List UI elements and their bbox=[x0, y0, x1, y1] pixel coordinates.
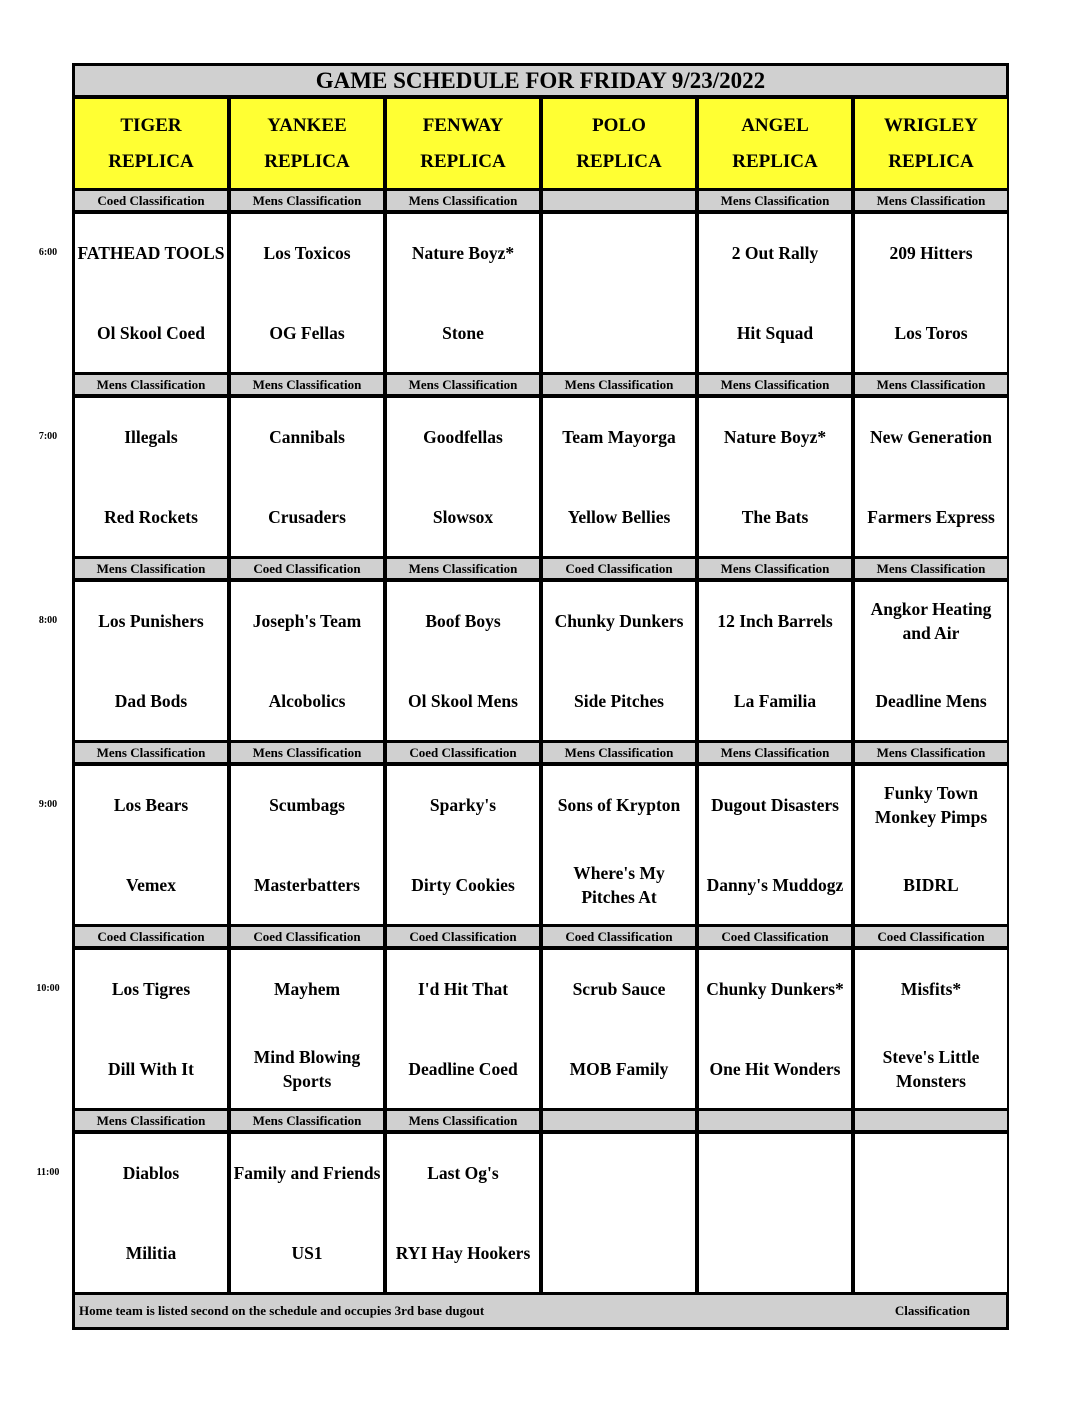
away-team bbox=[543, 214, 695, 294]
game-cell bbox=[699, 398, 851, 556]
home-team bbox=[543, 1214, 695, 1294]
away-team bbox=[543, 1134, 695, 1214]
game-cell bbox=[543, 766, 695, 924]
time-label: 6:00 bbox=[38, 247, 58, 258]
away-team: Scumbags bbox=[269, 795, 345, 816]
classification-label: Coed Classification bbox=[543, 559, 695, 578]
away-team: New Generation bbox=[870, 427, 992, 448]
game-cell bbox=[855, 214, 1007, 372]
classification-label: Mens Classification bbox=[387, 559, 539, 578]
home-team: Red Rockets bbox=[104, 507, 198, 528]
game-cell bbox=[387, 398, 539, 556]
field-header bbox=[231, 99, 383, 188]
game-cell bbox=[75, 398, 227, 556]
game-cell bbox=[699, 214, 851, 372]
classification-label bbox=[543, 191, 695, 210]
home-team bbox=[699, 1214, 851, 1294]
classification-label: Mens Classification bbox=[75, 375, 227, 394]
game-cell bbox=[699, 766, 851, 924]
away-team: Nature Boyz* bbox=[411, 243, 515, 264]
game-cell bbox=[387, 766, 539, 924]
away-team bbox=[699, 1134, 851, 1214]
game-cell bbox=[543, 950, 695, 1108]
game-cell bbox=[231, 214, 383, 372]
game-cell bbox=[387, 214, 539, 372]
classification-label: Mens Classification bbox=[699, 191, 851, 210]
field-name: POLO bbox=[592, 115, 646, 136]
away-team: Joseph's Team bbox=[252, 611, 362, 632]
classification-label: Coed Classification bbox=[699, 927, 851, 946]
field-header bbox=[699, 99, 851, 188]
classification-label: Coed Classification bbox=[75, 191, 227, 210]
home-team: Dirty Cookies bbox=[411, 875, 515, 896]
classification-label: Mens Classification bbox=[855, 375, 1007, 394]
home-team: Where's My Pitches At bbox=[573, 863, 665, 907]
classification-label: Mens Classification bbox=[231, 1111, 383, 1130]
game-cell bbox=[855, 1134, 1007, 1292]
game-cell bbox=[543, 582, 695, 740]
field-header bbox=[75, 99, 227, 188]
home-team bbox=[543, 294, 695, 374]
game-cell bbox=[231, 582, 383, 740]
away-team: Scrub Sauce bbox=[572, 979, 666, 1000]
home-team: Yellow Bellies bbox=[567, 507, 671, 528]
field-header bbox=[855, 99, 1007, 188]
game-cell bbox=[543, 214, 695, 372]
time-label: 10:00 bbox=[36, 983, 60, 994]
home-team: Deadline Coed bbox=[408, 1059, 518, 1080]
classification-label: Mens Classification bbox=[231, 191, 383, 210]
away-team: Last Og's bbox=[427, 1163, 499, 1184]
game-cell bbox=[75, 582, 227, 740]
classification-label: Mens Classification bbox=[387, 1111, 539, 1130]
home-team: Steve's Little Monsters bbox=[882, 1047, 980, 1091]
home-team: Los Toros bbox=[894, 323, 968, 344]
home-team: Stone bbox=[442, 323, 484, 344]
away-team: Family and Friends bbox=[233, 1163, 381, 1184]
game-cell bbox=[387, 1134, 539, 1292]
classification-label: Mens Classification bbox=[699, 559, 851, 578]
field-type: REPLICA bbox=[732, 151, 818, 172]
game-cell bbox=[543, 1134, 695, 1292]
game-cell bbox=[699, 582, 851, 740]
schedule-table bbox=[72, 63, 1009, 1330]
field-type: REPLICA bbox=[108, 151, 194, 172]
game-cell bbox=[75, 766, 227, 924]
field-name: YANKEE bbox=[267, 115, 347, 136]
home-team: Crusaders bbox=[268, 507, 346, 528]
away-team: Illegals bbox=[124, 427, 178, 448]
game-cell bbox=[75, 950, 227, 1108]
field-name: WRIGLEY bbox=[884, 115, 978, 136]
classification-label: Mens Classification bbox=[855, 191, 1007, 210]
classification-label bbox=[699, 1111, 851, 1130]
game-cell bbox=[387, 582, 539, 740]
classification-label: Mens Classification bbox=[75, 559, 227, 578]
classification-label: Mens Classification bbox=[855, 559, 1007, 578]
field-header bbox=[387, 99, 539, 188]
away-team: Sparky's bbox=[429, 795, 497, 816]
home-team: Dill With It bbox=[108, 1059, 194, 1080]
classification-label: Coed Classification bbox=[231, 927, 383, 946]
home-team: Deadline Mens bbox=[875, 691, 987, 712]
field-name: FENWAY bbox=[422, 115, 504, 136]
away-team: Goodfellas bbox=[423, 427, 503, 448]
classification-label bbox=[855, 1111, 1007, 1130]
classification-label: Mens Classification bbox=[75, 743, 227, 762]
game-cell bbox=[231, 1134, 383, 1292]
classification-label: Mens Classification bbox=[387, 191, 539, 210]
game-cell bbox=[387, 950, 539, 1108]
home-team: Vemex bbox=[126, 875, 176, 896]
away-team: Team Mayorga bbox=[562, 427, 676, 448]
classification-label: Mens Classification bbox=[855, 743, 1007, 762]
away-team: Los Bears bbox=[113, 795, 189, 816]
home-team: One Hit Wonders bbox=[709, 1059, 841, 1080]
classification-label: Mens Classification bbox=[699, 375, 851, 394]
home-team: RYI Hay Hookers bbox=[395, 1243, 531, 1264]
footer-bar bbox=[75, 1295, 1006, 1327]
classification-label: Coed Classification bbox=[75, 927, 227, 946]
away-team: Angkor Heating and Air bbox=[870, 599, 992, 643]
classification-label: Mens Classification bbox=[543, 375, 695, 394]
field-type: REPLICA bbox=[888, 151, 974, 172]
home-team: MOB Family bbox=[569, 1059, 669, 1080]
game-cell bbox=[231, 398, 383, 556]
home-team: Slowsox bbox=[432, 507, 494, 528]
home-team: Militia bbox=[125, 1243, 177, 1264]
classification-label: Mens Classification bbox=[231, 743, 383, 762]
away-team: Dugout Disasters bbox=[711, 795, 839, 816]
away-team: Los Toxicos bbox=[263, 243, 351, 264]
game-cell bbox=[855, 582, 1007, 740]
home-team: OG Fellas bbox=[269, 323, 345, 344]
home-team bbox=[855, 1214, 1007, 1294]
classification-label: Coed Classification bbox=[543, 927, 695, 946]
classification-label: Mens Classification bbox=[387, 375, 539, 394]
home-team: US1 bbox=[291, 1243, 323, 1264]
home-team: Dad Bods bbox=[114, 691, 188, 712]
classification-label bbox=[543, 1111, 695, 1130]
away-team: Chunky Dunkers bbox=[554, 611, 684, 632]
away-team: Misfits* bbox=[900, 979, 962, 1000]
game-cell bbox=[699, 1134, 851, 1292]
game-cell bbox=[231, 766, 383, 924]
away-team: Diablos bbox=[122, 1163, 180, 1184]
away-team: Los Punishers bbox=[98, 611, 204, 632]
home-team: Ol Skool Coed bbox=[97, 323, 205, 344]
game-cell bbox=[699, 950, 851, 1108]
footer-note: Home team is listed second on the schedule and occupies 3rd base dugout bbox=[79, 1303, 485, 1318]
classification-label: Mens Classification bbox=[75, 1111, 227, 1130]
away-team: Funky Town Monkey Pimps bbox=[874, 783, 988, 827]
away-team: Mayhem bbox=[273, 979, 341, 1000]
game-cell bbox=[543, 398, 695, 556]
time-label: 8:00 bbox=[38, 615, 58, 626]
home-team: Farmers Express bbox=[867, 507, 995, 528]
home-team: Side Pitches bbox=[574, 691, 664, 712]
field-header bbox=[543, 99, 695, 188]
away-team: Boof Boys bbox=[425, 611, 501, 632]
game-cell bbox=[75, 214, 227, 372]
field-name: ANGEL bbox=[741, 115, 809, 136]
home-team: Masterbatters bbox=[254, 875, 360, 896]
home-team: The Bats bbox=[741, 507, 809, 528]
field-type: REPLICA bbox=[576, 151, 662, 172]
footer-classification: Classification bbox=[894, 1303, 970, 1318]
classification-label: Coed Classification bbox=[387, 927, 539, 946]
home-team: Hit Squad bbox=[736, 323, 814, 344]
classification-label: Mens Classification bbox=[699, 743, 851, 762]
classification-label: Coed Classification bbox=[231, 559, 383, 578]
field-name: TIGER bbox=[120, 115, 182, 136]
away-team: 2 Out Rally bbox=[731, 243, 819, 264]
time-label: 11:00 bbox=[36, 1167, 60, 1178]
classification-label: Mens Classification bbox=[543, 743, 695, 762]
home-team: La Familia bbox=[733, 691, 817, 712]
away-team: Los Tigres bbox=[111, 979, 191, 1000]
classification-label: Coed Classification bbox=[855, 927, 1007, 946]
home-team: Danny's Muddogz bbox=[706, 875, 844, 896]
classification-label: Mens Classification bbox=[231, 375, 383, 394]
away-team: 209 Hitters bbox=[889, 243, 973, 264]
away-team: Cannibals bbox=[269, 427, 345, 448]
home-team: Ol Skool Mens bbox=[408, 691, 518, 712]
classification-label: Coed Classification bbox=[387, 743, 539, 762]
time-label: 9:00 bbox=[38, 799, 58, 810]
field-type: REPLICA bbox=[264, 151, 350, 172]
away-team: Sons of Krypton bbox=[557, 795, 681, 816]
game-cell bbox=[855, 766, 1007, 924]
away-team: Nature Boyz* bbox=[723, 427, 827, 448]
home-team: BIDRL bbox=[903, 875, 959, 896]
field-type: REPLICA bbox=[420, 151, 506, 172]
game-cell bbox=[231, 950, 383, 1108]
away-team: I'd Hit That bbox=[417, 979, 509, 1000]
home-team: Mind Blowing Sports bbox=[253, 1047, 361, 1091]
game-cell bbox=[855, 398, 1007, 556]
schedule-title: GAME SCHEDULE FOR FRIDAY 9/23/2022 bbox=[75, 66, 1006, 95]
away-team: FATHEAD TOOLS bbox=[77, 243, 225, 264]
away-team: Chunky Dunkers* bbox=[706, 979, 844, 1000]
away-team bbox=[855, 1134, 1007, 1214]
home-team: Alcobolics bbox=[268, 691, 346, 712]
game-cell bbox=[855, 950, 1007, 1108]
time-label: 7:00 bbox=[38, 431, 58, 442]
game-cell bbox=[75, 1134, 227, 1292]
away-team: 12 Inch Barrels bbox=[717, 611, 833, 632]
